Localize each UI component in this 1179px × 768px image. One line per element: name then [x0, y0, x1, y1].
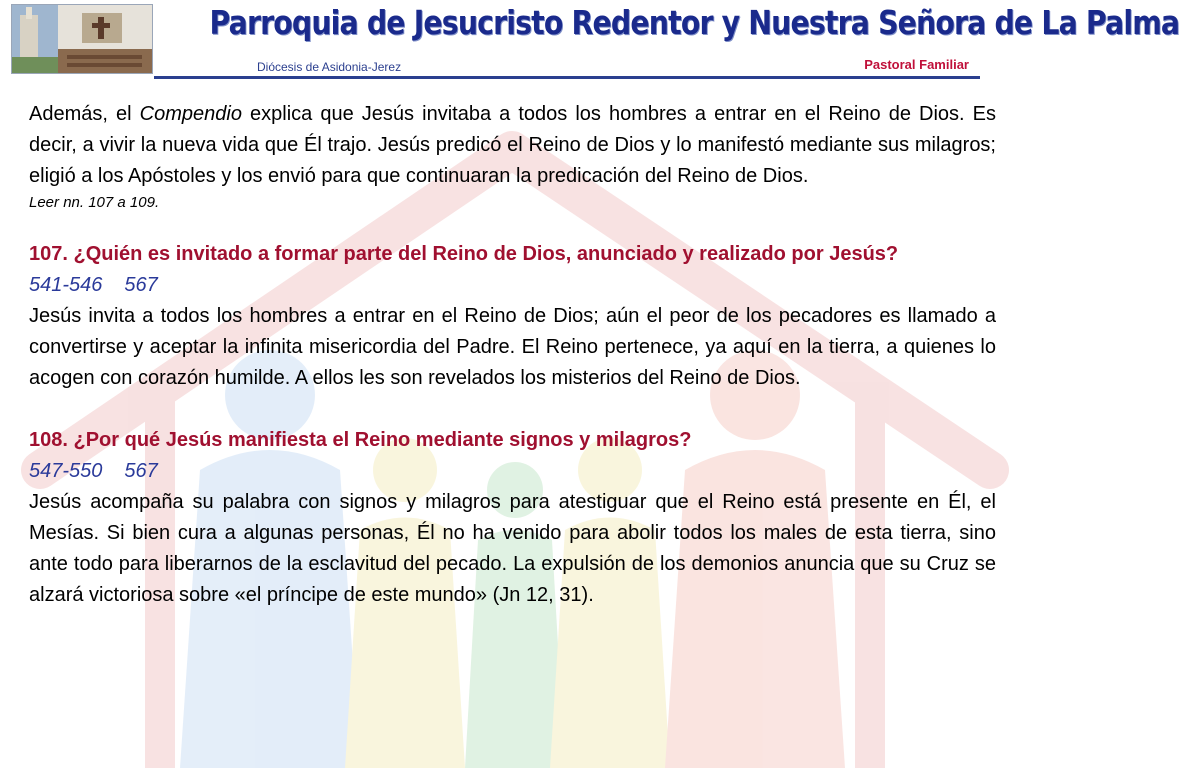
slide-content — [29, 99, 996, 611]
intro-italic-word: Compendio — [139, 103, 242, 125]
catechism-refs-108 — [29, 456, 996, 487]
intro-paragraph — [29, 99, 996, 192]
ref-number: 541-546 — [29, 274, 103, 296]
question-107: 107. ¿Quién es invitado a formar parte del Reino de Dios, anunciado y realizado por Jesús? — [29, 243, 899, 265]
intro-text-end: explica que Jesús invitaba a todos los hombres a entrar en el Reino de Dios. Es decir, a vivir la nueva vida que Él trajo. Jesús predicó el Reino de Dios y lo manifestó mediante sus milagros; eligió a los Apóstoles y los envió para que continuaran la predicación del Reino de Dios. — [29, 103, 997, 187]
question-108: 108. ¿Por qué Jesús manifiesta el Reino mediante signos y milagros? — [29, 429, 692, 451]
catechism-refs-107 — [29, 270, 996, 301]
answer-108: Jesús acompaña su palabra con signos y milagros para atestiguar que el Reino está presente en Él, el Mesías. Si bien cura a algunas personas, Él no ha venido para abolir todos los males de esta tierra, sino ante todo para liberarnos de la esclavitud del pecado. La expulsión de los demonios anuncia que su Cruz se alzará victoriosa sobre «el príncipe de este mundo» (Jn 12, 31). — [29, 491, 996, 606]
reading-reference: Leer nn. 107 a 109. — [29, 194, 160, 211]
header-divider — [154, 76, 980, 79]
ref-number: 567 — [124, 274, 158, 296]
diocese-subtitle: Diócesis de Asidonia-Jerez — [257, 60, 402, 74]
section-label: Pastoral Familiar — [864, 57, 969, 72]
church-photo — [11, 4, 153, 74]
ref-number: 567 — [124, 460, 158, 482]
ref-number: 547-550 — [29, 460, 103, 482]
intro-text-start: Además, el — [29, 103, 140, 125]
answer-107: Jesús invita a todos los hombres a entrar en el Reino de Dios; aún el peor de los pecadores es llamado a convertirse y aceptar la infinita misericordia del Padre. El Reino pertenece, ya aquí en la tierra, a quienes lo acogen con corazón humilde. A ellos les son revelados los misterios del Reino de Dios. — [29, 305, 996, 389]
slide-header — [0, 0, 1179, 82]
parish-title: Parroquia de Jesucristo Redentor y Nuestra Señora de La Palma — [209, 3, 1179, 42]
